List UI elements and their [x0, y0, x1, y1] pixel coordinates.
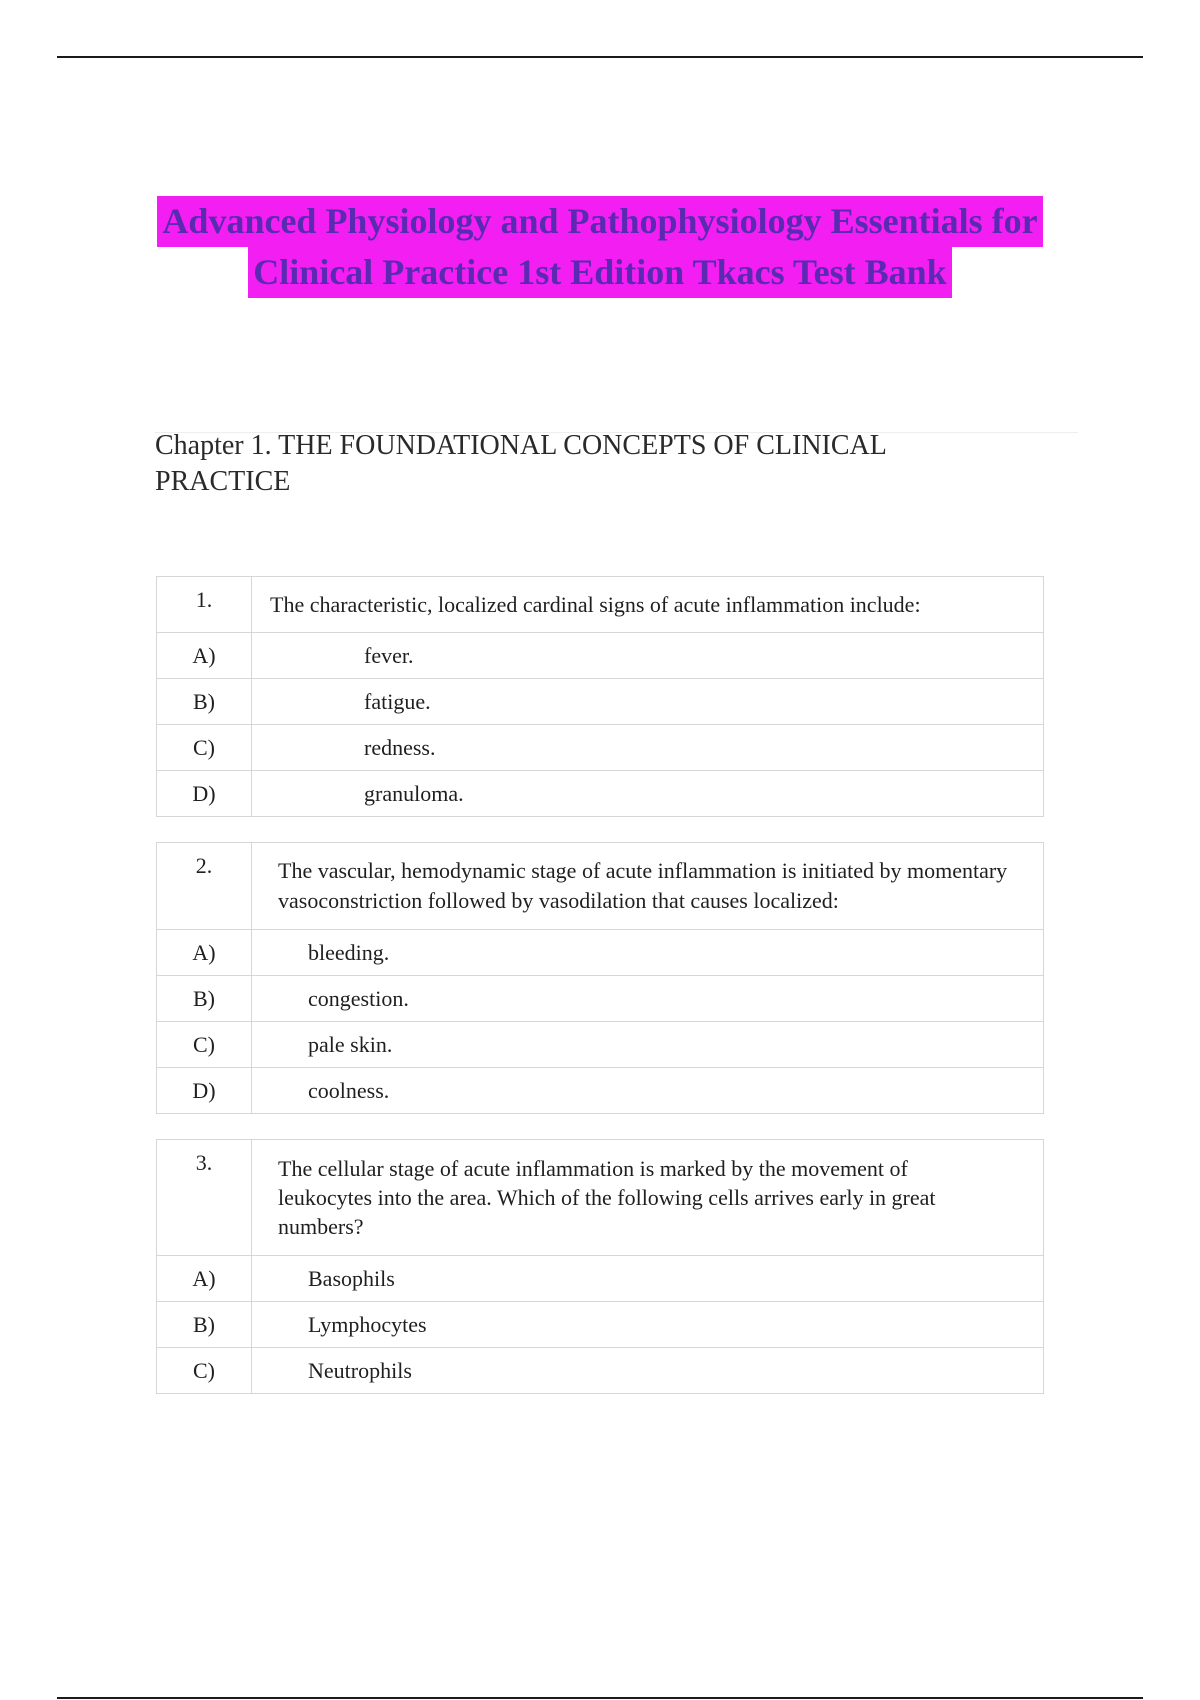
question-number: 2.	[157, 843, 252, 930]
question-1-table	[156, 576, 1044, 817]
document-title	[0, 196, 1200, 298]
option-letter: C)	[157, 725, 252, 771]
option-letter: C)	[157, 1022, 252, 1068]
option-text: congestion.	[252, 976, 1044, 1022]
option-row	[157, 725, 1044, 771]
question-stem: The vascular, hemodynamic stage of acute inflammation is initiated by momentary vasoconstriction followed by vasodilation that causes localized:	[252, 843, 1044, 930]
option-letter: A)	[157, 1256, 252, 1302]
option-text: bleeding.	[252, 930, 1044, 976]
option-row	[157, 1302, 1044, 1348]
option-row	[157, 930, 1044, 976]
chapter-heading-line-2: PRACTICE	[155, 466, 291, 497]
question-stem-row	[157, 1140, 1044, 1256]
option-letter: A)	[157, 633, 252, 679]
option-row	[157, 1022, 1044, 1068]
footer-rule	[57, 1697, 1143, 1699]
option-text: pale skin.	[252, 1022, 1044, 1068]
option-text: fatigue.	[252, 679, 1044, 725]
option-letter: B)	[157, 976, 252, 1022]
title-line-2: Clinical Practice 1st Edition Tkacs Test Bank	[248, 247, 951, 298]
header-rule	[57, 56, 1143, 58]
option-letter: D)	[157, 1068, 252, 1114]
option-row	[157, 679, 1044, 725]
question-stem-row	[157, 577, 1044, 633]
option-text: Neutrophils	[252, 1348, 1044, 1394]
option-letter: C)	[157, 1348, 252, 1394]
option-text: Basophils	[252, 1256, 1044, 1302]
question-3-table	[156, 1139, 1044, 1394]
question-stem-row	[157, 843, 1044, 930]
option-letter: B)	[157, 1302, 252, 1348]
title-line-1: Advanced Physiology and Pathophysiology Essentials for	[157, 196, 1042, 247]
question-2-table	[156, 842, 1044, 1114]
option-letter: D)	[157, 771, 252, 817]
option-row	[157, 976, 1044, 1022]
option-letter: B)	[157, 679, 252, 725]
option-text: fever.	[252, 633, 1044, 679]
question-stem: The characteristic, localized cardinal signs of acute inflammation include:	[252, 577, 1044, 633]
option-text: granuloma.	[252, 771, 1044, 817]
option-row	[157, 1068, 1044, 1114]
option-row	[157, 633, 1044, 679]
option-row	[157, 771, 1044, 817]
question-number: 1.	[157, 577, 252, 633]
question-number: 3.	[157, 1140, 252, 1256]
option-row	[157, 1256, 1044, 1302]
option-text: coolness.	[252, 1068, 1044, 1114]
option-letter: A)	[157, 930, 252, 976]
chapter-heading	[155, 428, 1075, 500]
chapter-heading-line-1: Chapter 1. THE FOUNDATIONAL CONCEPTS OF CLINICAL	[155, 430, 887, 461]
option-text: redness.	[252, 725, 1044, 771]
option-row	[157, 1348, 1044, 1394]
option-text: Lymphocytes	[252, 1302, 1044, 1348]
question-stem: The cellular stage of acute inflammation is marked by the movement of leukocytes into the area. Which of the following cells arrives early in great numbers?	[252, 1140, 1044, 1256]
